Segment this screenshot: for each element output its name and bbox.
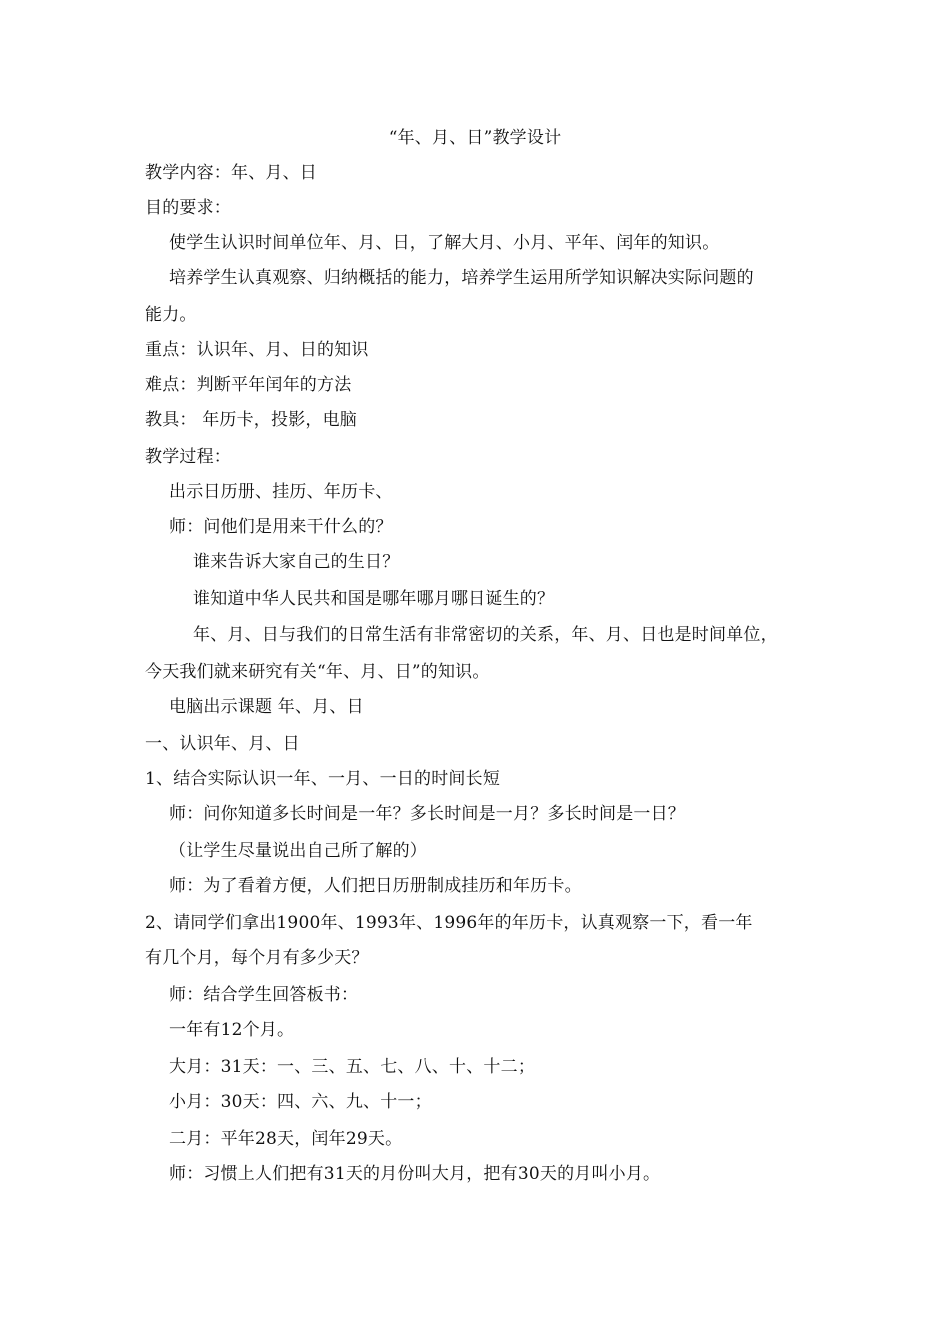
process-line: 师：习惯上人们把有31天的月份叫大月，把有30天的月叫小月。 xyxy=(169,1164,661,1184)
key-point-line: 重点：认识年、月、日的知识 xyxy=(145,340,369,360)
process-line: 师：问你知道多长时间是一年？多长时间是一月？多长时间是一日？ xyxy=(169,804,685,824)
process-line: 电脑出示课题 年、月、日 xyxy=(169,697,364,717)
process-line: 谁知道中华人民共和国是哪年哪月哪日诞生的？ xyxy=(193,589,555,609)
process-line: 师：为了看着方便，人们把日历册制成挂历和年历卡。 xyxy=(169,876,582,896)
objective-line-continuation: 能力。 xyxy=(145,305,197,325)
process-heading: 教学过程： xyxy=(145,447,231,467)
process-line-continuation: 今天我们就来研究有关“年、月、日”的知识。 xyxy=(145,662,490,682)
process-line: （让学生尽量说出自己所了解的） xyxy=(169,841,427,861)
process-line: 师：结合学生回答板书： xyxy=(169,985,359,1005)
objectives-heading: 目的要求： xyxy=(145,198,231,218)
process-line: 谁来告诉大家自己的生日？ xyxy=(193,552,400,572)
process-line: 年、月、日与我们的日常生活有非常密切的关系，年、月、日也是时间单位， xyxy=(193,625,778,645)
objective-line: 培养学生认真观察、归纳概括的能力，培养学生运用所学知识解决实际问题的 xyxy=(169,268,754,288)
difficulty-line: 难点：判断平年闰年的方法 xyxy=(145,375,352,395)
subsection-heading: 1、结合实际认识一年、一月、一日的时间长短 xyxy=(145,769,501,789)
document-title: “年、月、日”教学设计 xyxy=(388,128,562,148)
process-line: 师：问他们是用来干什么的？ xyxy=(169,517,393,537)
subsection-heading: 2、请同学们拿出1900年、1993年、1996年的年历卡，认真观察一下，看一年 xyxy=(145,913,753,933)
board-note-line: 大月：31天：一、三、五、七、八、十、十二； xyxy=(169,1057,536,1077)
board-note-line: 二月：平年28天，闰年29天。 xyxy=(169,1129,403,1149)
teaching-content-line: 教学内容：年、月、日 xyxy=(145,163,317,183)
process-line: 出示日历册、挂历、年历卡、 xyxy=(169,482,393,502)
section-heading: 一、认识年、月、日 xyxy=(145,734,300,754)
teaching-aids-line: 教具： 年历卡，投影，电脑 xyxy=(145,410,358,430)
objective-line: 使学生认识时间单位年、月、日，了解大月、小月、平年、闰年的知识。 xyxy=(169,233,720,253)
subsection-continuation: 有几个月，每个月有多少天？ xyxy=(145,948,369,968)
board-note-line: 小月：30天：四、六、九、十一； xyxy=(169,1092,432,1112)
board-note-line: 一年有12个月。 xyxy=(169,1020,295,1040)
